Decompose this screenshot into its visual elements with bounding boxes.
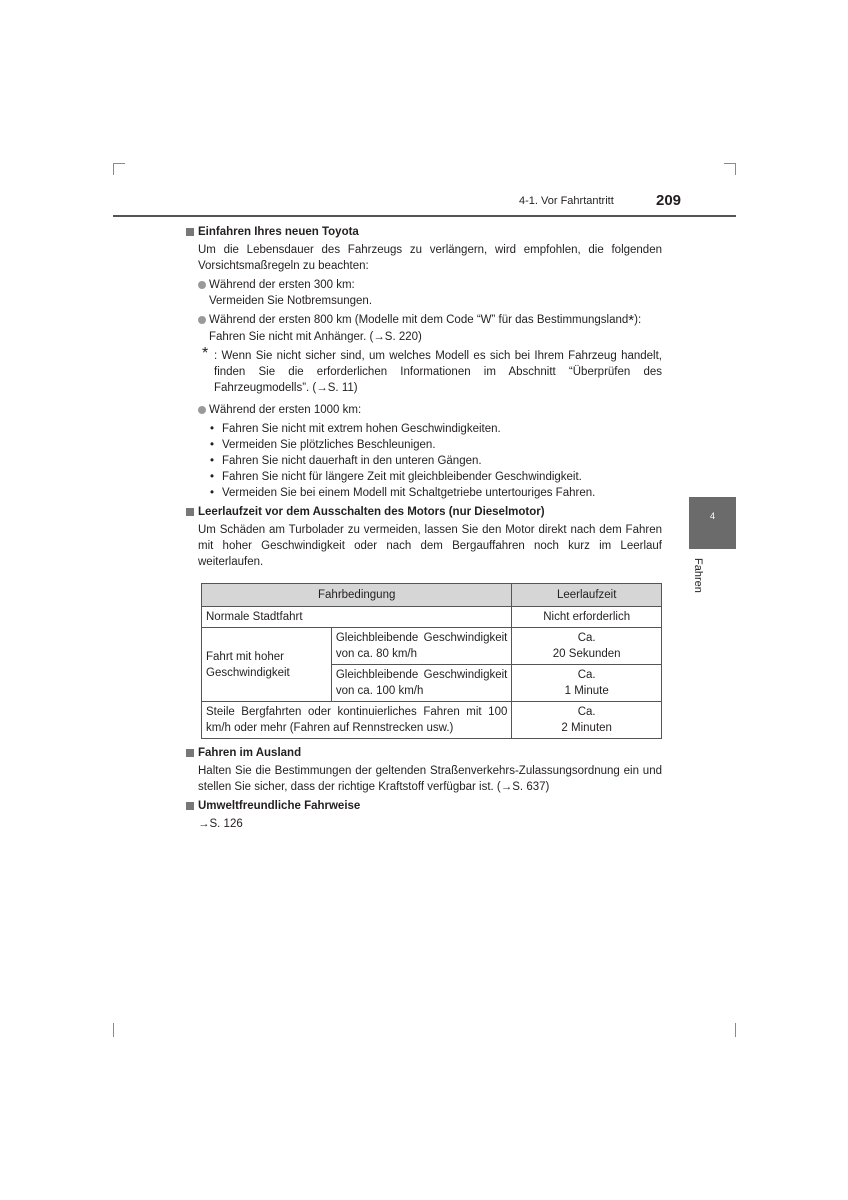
chapter-tab[interactable]: [689, 497, 736, 549]
time-line: 20 Sekunden: [552, 648, 621, 660]
list-item: [198, 277, 662, 309]
sub-item-text: Vermeiden Sie bei einem Modell mit Schaltgetriebe untertouriges Fahren.: [222, 487, 596, 499]
table-cell-group: Fahrt mit hoher Geschwindigkeit: [202, 628, 332, 702]
time-line: 1 Minute: [564, 685, 609, 697]
item-title: [209, 312, 662, 329]
crop-mark-top-right-h: [724, 163, 736, 164]
crop-mark-bottom-right: [735, 1023, 736, 1037]
item-text: Fahren Sie nicht mit Anhänger. (→S. 220): [209, 331, 422, 343]
sub-item-text: Fahren Sie nicht für längere Zeit mit gleichbleibender Geschwindigkeit.: [222, 471, 582, 483]
item-title: Während der ersten 1000 km:: [209, 404, 362, 416]
list-item: [198, 312, 662, 345]
table-cell-time: [512, 665, 662, 702]
crop-mark-top-left-h: [113, 163, 125, 164]
list-item: [198, 402, 662, 418]
chapter-tab-number: 4: [709, 511, 715, 521]
crop-mark-top-left-v: [113, 163, 114, 175]
table-cell-condition: Normale Stadtfahrt: [202, 607, 512, 628]
table-row: [202, 702, 662, 739]
section-intro: Um Schäden am Turbolader zu vermeiden, lassen Sie den Motor direkt nach dem Fahren mit hoher Geschwindigkeit oder nach dem Bergauffahren noch kurz im Leerlauf weiterlaufen.: [198, 524, 662, 568]
section-intro: Um die Lebensdauer des Fahrzeugs zu verlängern, wird empfohlen, die folgenden Vorsichtsmaßregeln zu beachten:: [198, 244, 662, 272]
table-cell-time: [512, 628, 662, 665]
table-cell-subcondition: Gleichbleibende Geschwindigkeit von ca. 100 km/h: [331, 665, 512, 702]
table-header-row: [202, 584, 662, 607]
table-header-cell: Leerlaufzeit: [512, 584, 662, 607]
square-bullet-icon: [186, 802, 194, 810]
section-text: Halten Sie die Bestimmungen der geltenden Straßenverkehrs-Zulassungsordnung ein und stellen Sie sicher, dass der richtige Kraftstoff verfügbar ist. (→S. 637): [198, 765, 662, 793]
time-line: Ca.: [577, 632, 596, 644]
crop-mark-top-right-v: [735, 163, 736, 175]
crop-mark-bottom-left: [113, 1023, 114, 1037]
page-content: [186, 224, 662, 832]
table-cell-time: [512, 702, 662, 739]
sub-item-text: Fahren Sie nicht dauerhaft in den unteren Gängen.: [222, 455, 482, 467]
footnote: [202, 345, 662, 396]
item-title-text: Während der ersten 800 km (Modelle mit dem Code “W” für das Bestimmungsland: [209, 314, 629, 326]
section-heading-eco-driving: [186, 798, 662, 814]
table-row: [202, 628, 662, 665]
page-number: 209: [656, 192, 682, 209]
dot-bullet-icon: •: [210, 455, 215, 467]
sub-item-text: Vermeiden Sie plötzliches Beschleunigen.: [222, 439, 436, 451]
square-bullet-icon: [186, 749, 194, 757]
table-header-cell: Fahrbedingung: [202, 584, 512, 607]
sub-item-text: Fahren Sie nicht mit extrem hohen Geschwindigkeiten.: [222, 423, 501, 435]
sub-list-item: [210, 469, 662, 485]
dot-bullet-icon: •: [210, 423, 215, 435]
page-reference-link[interactable]: →S. 126: [198, 818, 243, 830]
table-cell-time: Nicht erforderlich: [512, 607, 662, 628]
section-heading-abroad: [186, 745, 662, 761]
section-heading-text: Leerlaufzeit vor dem Ausschalten des Motors (nur Dieselmotor): [198, 506, 545, 518]
asterisk-marker: *: [628, 312, 635, 329]
square-bullet-icon: [186, 228, 194, 236]
section-heading-text: Einfahren Ihres neuen Toyota: [198, 226, 359, 238]
time-line: Ca.: [577, 706, 596, 718]
table-row: [202, 607, 662, 628]
dot-bullet-icon: •: [210, 471, 215, 483]
circle-bullet-icon: [198, 316, 206, 324]
time-line: 2 Minuten: [561, 722, 612, 734]
section-heading-breaking-in: [186, 224, 662, 240]
idle-time-table: [201, 583, 662, 739]
square-bullet-icon: [186, 508, 194, 516]
time-line: Ca.: [577, 669, 596, 681]
circle-bullet-icon: [198, 406, 206, 414]
circle-bullet-icon: [198, 281, 206, 289]
footnote-text: : Wenn Sie nicht sicher sind, um welches Modell es sich bei Ihrem Fahrzeug handelt, finden Sie die erforderlichen Informationen im Abschnitt “Überprüfen des Fahrzeugmodells”. (→S. 11): [214, 350, 662, 394]
dot-bullet-icon: •: [210, 487, 215, 499]
section-heading-text: Fahren im Ausland: [198, 747, 302, 759]
item-title: Während der ersten 300 km:: [209, 279, 355, 291]
sub-list-item: [210, 485, 662, 501]
item-text: Vermeiden Sie Notbremsungen.: [209, 295, 373, 307]
sub-list-item: [210, 453, 662, 469]
dot-bullet-icon: •: [210, 439, 215, 451]
running-header: 4-1. Vor Fahrtantritt: [519, 195, 614, 207]
section-heading-text: Umweltfreundliche Fahrweise: [198, 800, 361, 812]
item-title-colon: ):: [634, 314, 642, 326]
section-heading-idling: [186, 504, 662, 520]
table-cell-condition: Steile Bergfahrten oder kontinuierliches Fahren mit 100 km/h oder mehr (Fahren auf Rennstrecken usw.): [202, 702, 512, 739]
asterisk-marker: *: [202, 345, 209, 362]
sub-list-item: [210, 437, 662, 453]
chapter-tab-label: Fahren: [692, 558, 704, 593]
header-rule: [113, 215, 736, 217]
table-cell-subcondition: Gleichbleibende Geschwindigkeit von ca. 80 km/h: [331, 628, 512, 665]
sub-list-item: [210, 421, 662, 437]
